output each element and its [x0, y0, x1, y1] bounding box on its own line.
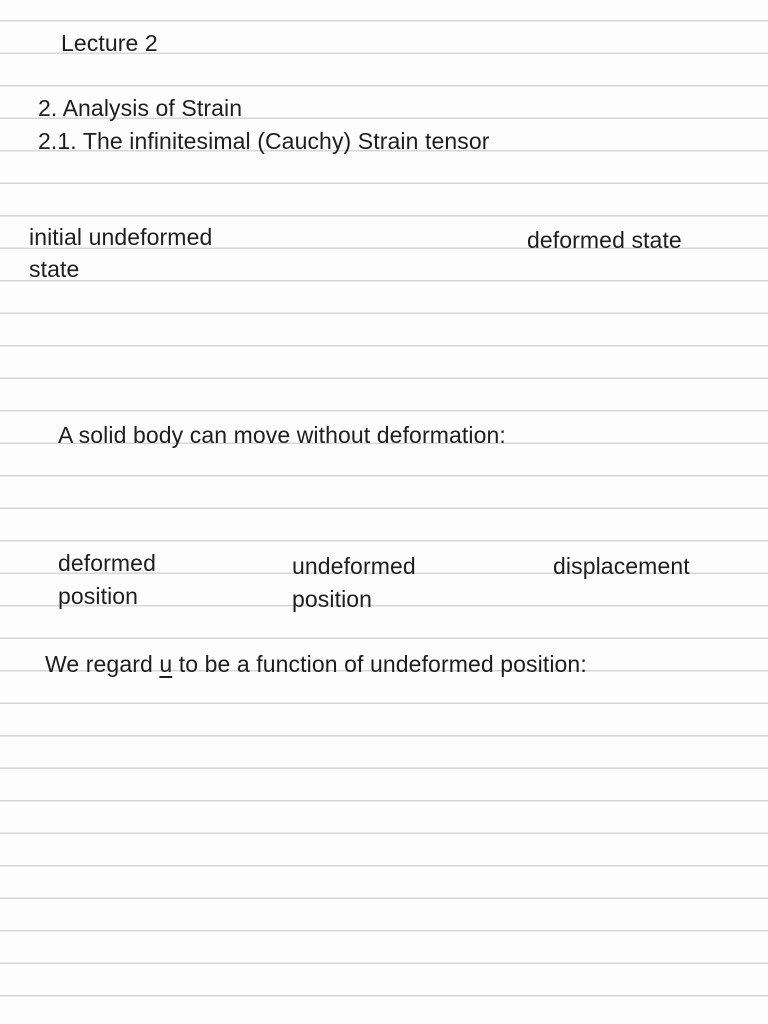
deformed-position-label-line1: deformed — [58, 550, 156, 576]
deformed-position-label-line2: position — [58, 583, 139, 609]
initial-state-label-line2: state — [29, 256, 80, 282]
lecture-title: Lecture 2 — [61, 30, 158, 56]
deformed-state-label: deformed state — [527, 227, 682, 253]
section-heading: 2. Analysis of Strain — [38, 95, 243, 121]
subsection-heading: 2.1. The infinitesimal (Cauchy) Strain tensor — [38, 128, 490, 154]
rigid-motion-statement: A solid body can move without deformation: — [58, 422, 506, 448]
function-statement-suffix: to be a function of undeformed position: — [172, 651, 587, 677]
displacement-variable-u: u — [159, 651, 173, 677]
function-statement-prefix: We regard — [45, 651, 160, 677]
displacement-label: displacement — [553, 553, 690, 579]
undeformed-position-label-line1: undeformed — [292, 553, 416, 579]
initial-state-label-line1: initial undeformed — [29, 224, 213, 250]
undeformed-position-label-line2: position — [292, 586, 373, 612]
function-statement — [45, 648, 587, 681]
